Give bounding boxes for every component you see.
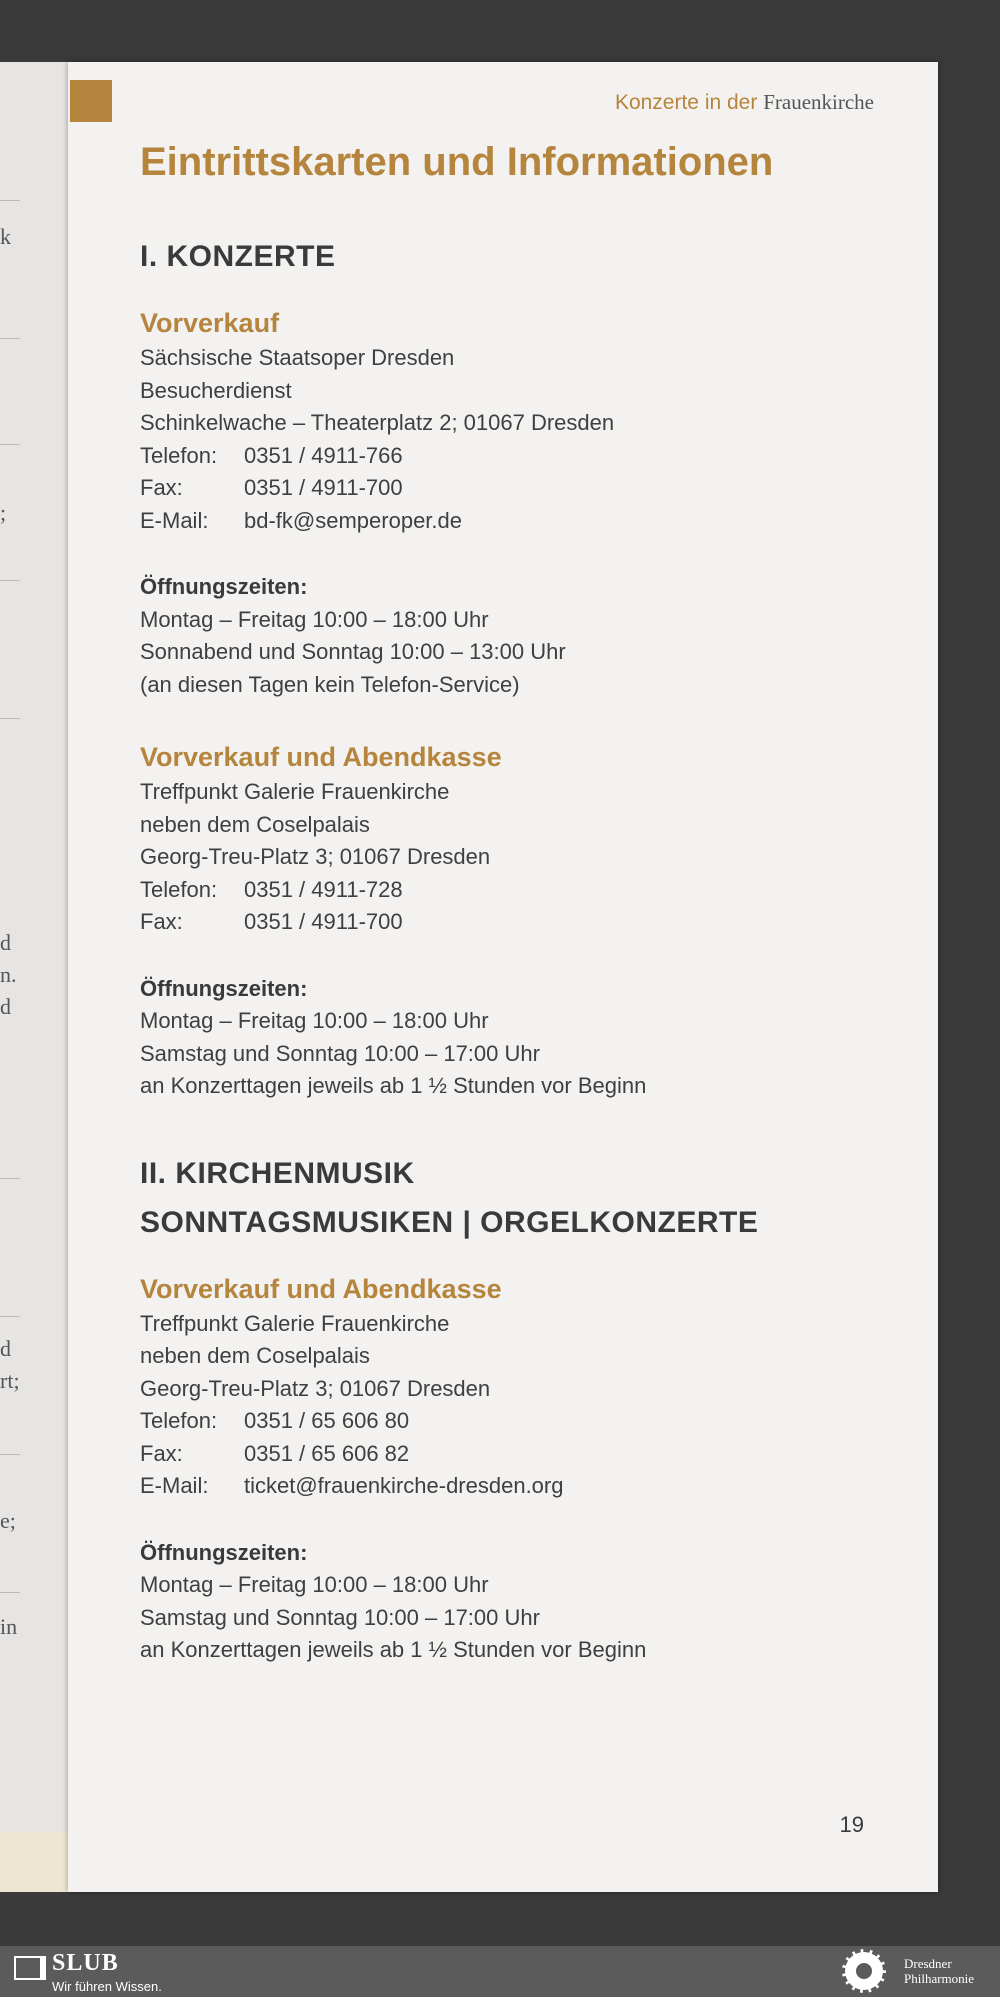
subheading-vorverkauf: Vorverkauf [140,308,280,338]
brochure-page [68,62,938,1892]
phone-row [140,1405,900,1438]
phone-row [140,440,900,473]
address-line: Treffpunkt Galerie Frauenkirche [140,1310,450,1336]
divider [0,580,20,581]
fax-row [140,1438,900,1471]
address-line: neben dem Coselpalais [140,811,370,837]
fax-label: Fax: [140,475,183,500]
divider [0,444,20,445]
slub-tagline: Wir führen Wissen. [52,1979,162,1994]
philharmonie-logo-icon [842,1949,886,1993]
subheading-vorverkauf-abendkasse: Vorverkauf und Abendkasse [140,1273,502,1304]
page-content [140,232,900,1667]
phone-label: Telefon: [140,442,218,468]
divider [0,1316,20,1317]
email-row [140,505,900,538]
left-page-fragment: k [0,224,11,249]
opening-hours-line: Montag – Freitag 10:00 – 18:00 Uhr [140,606,489,632]
phone-label: Telefon: [140,876,218,902]
page-title: Eintrittskarten und Informationen [140,140,774,184]
opening-hours-line: Sonnabend und Sonntag 10:00 – 13:00 Uhr [140,639,566,664]
email-label: E-Mail: [140,1473,209,1498]
running-header-highlight: Frauenkirche [763,90,874,114]
block-kirchenmusik-abendkasse [140,1271,900,1667]
fax-row [140,906,900,939]
divider [0,200,20,201]
block-vorverkauf-abendkasse [140,739,900,1103]
philharmonie-line-2: Philharmonie [904,1971,975,1986]
address-line: neben dem Coselpalais [140,1343,370,1368]
address-line: Treffpunkt Galerie Frauenkirche [140,779,450,804]
phone-value: 0351 / 4911-728 [244,876,403,902]
running-header-prefix: Konzerte in der [614,91,758,114]
slub-logo-icon [14,1956,46,1980]
opening-hours-label: Öffnungszeiten: [140,574,308,599]
opening-hours-line: an Konzerttagen jeweils ab 1 ½ Stunden vor Beginn [140,1637,647,1662]
fax-value: 0351 / 65 606 82 [244,1440,410,1466]
page-number: 19 [839,1812,864,1837]
left-page-fragment: d [0,1336,11,1361]
opening-hours-label: Öffnungszeiten: [140,1539,308,1565]
philharmonie-line-1: Dresdner [904,1956,952,1971]
email-value: bd-fk@semperoper.de [244,507,463,533]
subheading-vorverkauf-abendkasse: Vorverkauf und Abendkasse [140,742,502,772]
divider [0,338,20,339]
email-value: ticket@frauenkirche-dresden.org [244,1473,564,1498]
address-line: Georg-Treu-Platz 3; 01067 Dresden [140,1375,491,1401]
email-label: E-Mail: [140,507,209,533]
footer-bar [0,1946,1000,1997]
fax-label: Fax: [140,909,183,934]
fax-value: 0351 / 4911-700 [244,475,403,500]
fax-label: Fax: [140,1440,183,1466]
left-page-fragment: ; [0,500,7,525]
opening-hours-line: Montag – Freitag 10:00 – 18:00 Uhr [140,1008,489,1033]
section-heading-konzerte: I. KONZERTE [140,240,336,273]
section-heading-kirchenmusik: II. KIRCHENMUSIK [140,1156,415,1190]
address-line: Georg-Treu-Platz 3; 01067 Dresden [140,844,491,869]
opening-hours-line: (an diesen Tagen kein Telefon-Service) [140,671,520,697]
slub-logo-text: SLUB [52,1950,119,1976]
divider [0,1178,20,1179]
philharmonie-logo-text [904,1956,974,1986]
fax-value: 0351 / 4911-700 [244,909,403,934]
address-line: Schinkelwache – Theaterplatz 2; 01067 Dresden [140,410,615,435]
divider [0,1454,20,1455]
running-header [615,90,874,115]
address-line: Sächsische Staatsoper Dresden [140,345,455,370]
divider [0,1592,20,1593]
phone-value: 0351 / 65 606 80 [244,1408,410,1433]
opening-hours-line: Samstag und Sonntag 10:00 – 17:00 Uhr [140,1040,540,1066]
address-line: Besucherdienst [140,377,292,403]
left-page-fragment: n. [0,962,17,987]
opening-hours-line: Samstag und Sonntag 10:00 – 17:00 Uhr [140,1604,540,1630]
left-page-fragment: rt; [0,1368,20,1393]
phone-value: 0351 / 4911-766 [244,442,403,468]
left-page-fragment: in [0,1614,18,1639]
left-page-fragment: d [0,930,11,955]
left-page-fragment: e; [0,1508,16,1533]
opening-hours-line: an Konzerttagen jeweils ab 1 ½ Stunden vor Beginn [140,1073,647,1098]
block-vorverkauf [140,305,900,701]
phone-row [140,874,900,907]
phone-label: Telefon: [140,1408,218,1433]
opening-hours-label: Öffnungszeiten: [140,975,308,1001]
section-subheading-sonntagsmusiken: SONNTAGSMUSIKEN | ORGELKONZERTE [140,1205,759,1239]
left-page-fragment: d [0,994,11,1019]
opening-hours-line: Montag – Freitag 10:00 – 18:00 Uhr [140,1572,489,1597]
divider [0,718,20,719]
corner-marker [70,80,112,122]
fax-row [140,472,900,505]
email-row [140,1470,900,1503]
